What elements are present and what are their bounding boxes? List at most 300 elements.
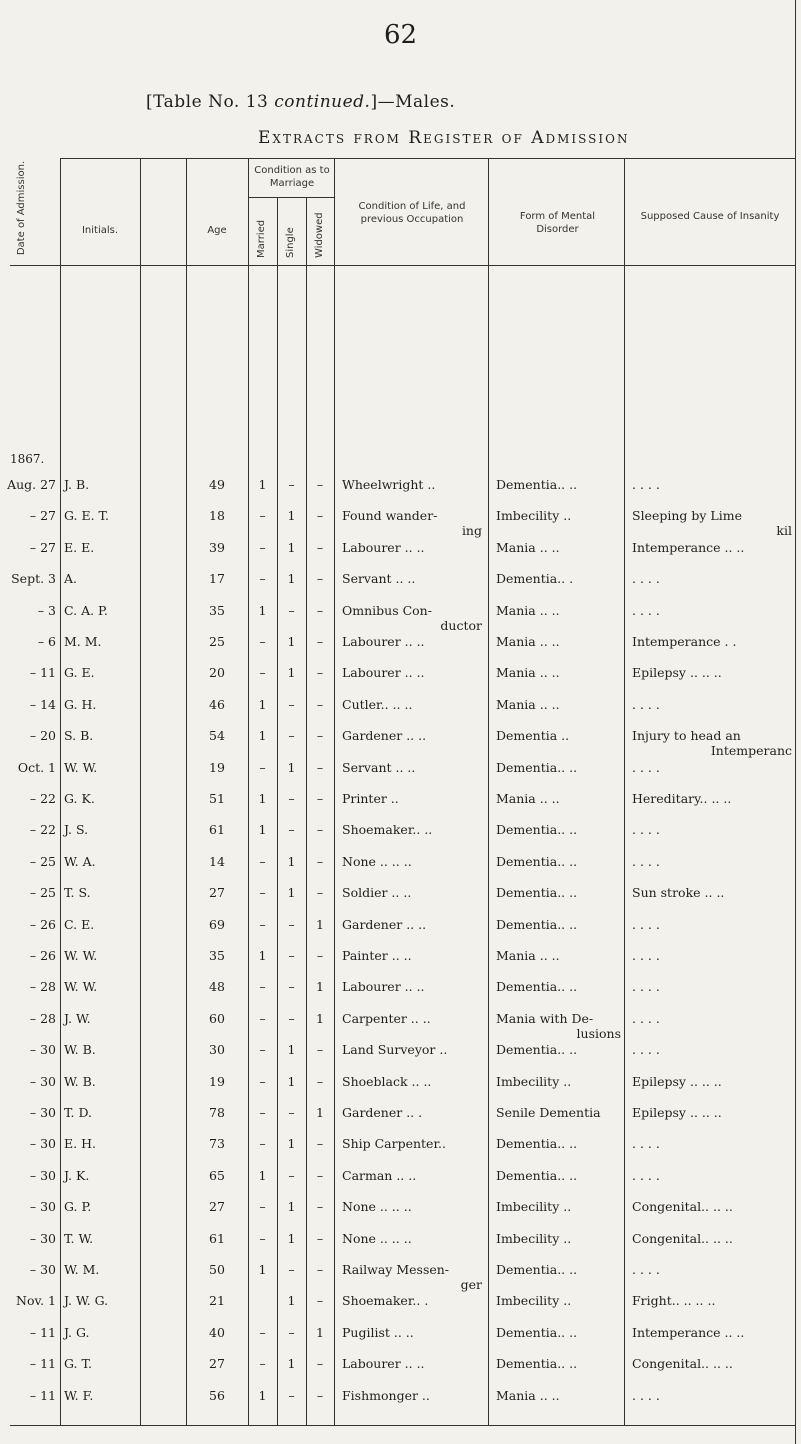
cell-initials: T. S. <box>64 885 91 901</box>
cell-married: – <box>259 508 266 524</box>
cell-initials: T. W. <box>64 1230 94 1246</box>
cell-cause: Congenital.. .. .. <box>632 1356 733 1372</box>
cell-disorder: Mania .. .. <box>496 665 560 681</box>
cell-cause: Epilepsy .. .. .. <box>632 1105 722 1120</box>
cell-disorder: Mania with De- <box>496 1010 594 1026</box>
cell-single: 1 <box>287 1073 296 1089</box>
cell-married: – <box>259 1324 266 1340</box>
cell-married: – <box>259 1356 266 1372</box>
cell-initials: T. D. <box>64 1105 92 1120</box>
cell-occupation: Labourer .. .. <box>342 634 425 649</box>
cell-date: – 22 <box>29 822 56 838</box>
cell-single: 1 <box>287 1199 296 1215</box>
cell-married: 1 <box>258 602 267 618</box>
cell-cause: Congenital.. .. .. <box>632 1230 733 1246</box>
cell-cause: . . . . <box>632 1136 660 1152</box>
cell-age: 14 <box>209 853 225 869</box>
cell-married: – <box>259 665 266 681</box>
cell-married: – <box>259 1010 266 1026</box>
cell-disorder: Mania .. .. <box>496 948 560 963</box>
cell-single: – <box>288 728 295 744</box>
cell-cause: . . . . <box>632 1042 660 1058</box>
cell-initials: J. W. <box>64 1010 91 1026</box>
cell-widowed: – <box>316 1262 324 1277</box>
cell-single: 1 <box>287 1356 296 1372</box>
cell-disorder: Imbecility .. <box>496 508 572 524</box>
cell-date: – 6 <box>37 634 56 649</box>
cell-age: 69 <box>209 916 225 932</box>
cell-initials: J. G. <box>64 1324 90 1340</box>
header-form-disorder: Form of Mental Disorder <box>519 211 596 235</box>
cell-cause: Hereditary.. .. .. <box>632 791 732 806</box>
cell-initials: J. S. <box>64 822 89 838</box>
cell-cause: Epilepsy .. .. .. <box>632 1073 722 1089</box>
cell-widowed: – <box>316 1199 324 1215</box>
cell-single: 1 <box>287 1042 296 1058</box>
cell-occupation: Carpenter .. .. <box>342 1010 431 1026</box>
cell-disorder: Mania .. .. <box>496 634 560 649</box>
cell-occupation: Soldier .. .. <box>342 885 412 901</box>
cell-single: 1 <box>287 634 296 649</box>
header-widowed: Widowed <box>314 212 325 258</box>
cell-initials: J. W. G. <box>64 1293 109 1309</box>
cell-married: – <box>259 1073 266 1089</box>
cell-age: 35 <box>209 602 225 618</box>
cell-disorder: Imbecility .. <box>496 1199 572 1215</box>
cell-initials: M. M. <box>64 634 102 649</box>
cell-widowed: – <box>316 696 324 712</box>
cell-single: – <box>288 1324 295 1340</box>
cell-married: – <box>259 916 266 932</box>
cell-married: – <box>259 1136 266 1152</box>
cell-single: – <box>288 1167 295 1183</box>
cell-disorder: Dementia.. .. <box>496 1136 578 1152</box>
title-italic: continued. <box>274 92 371 112</box>
cell-cause: . . . . <box>632 477 660 492</box>
cell-age: 46 <box>209 696 225 712</box>
cell-date: – 11 <box>29 1324 56 1340</box>
cell-single: – <box>288 696 295 712</box>
cell-widowed: 1 <box>316 1324 324 1340</box>
cell-widowed: – <box>316 571 324 587</box>
cell-single: 1 <box>287 853 296 869</box>
cell-date: – 25 <box>29 885 56 901</box>
cell-married: – <box>259 634 266 649</box>
cell-single: 1 <box>287 1230 296 1246</box>
cell-age: 25 <box>209 634 225 649</box>
cell-initials: W. B. <box>64 1073 96 1089</box>
cell-date: – 26 <box>29 916 56 932</box>
cell-cause: . . . . <box>632 916 660 932</box>
cell-single: – <box>288 979 295 995</box>
cell-occupation: Omnibus Con- <box>342 602 432 618</box>
cell-age: 20 <box>209 665 225 681</box>
cell-cause: Intemperance .. .. <box>632 539 745 555</box>
cell-widowed: 1 <box>316 916 324 932</box>
cell-occupation: Carman .. .. <box>342 1167 417 1183</box>
cell-widowed: 1 <box>316 1010 324 1026</box>
cell-initials: G. E. <box>64 665 95 681</box>
cell-disorder: Dementia.. . <box>496 571 574 587</box>
cell-age: 78 <box>209 1105 225 1120</box>
cell-occupation: Printer .. <box>342 791 399 806</box>
cell-cause: Intemperance . . <box>632 634 737 649</box>
cell-married: – <box>259 539 266 555</box>
cell-married: – <box>259 1042 266 1058</box>
cell-occupation: Gardener .. .. <box>342 728 427 744</box>
header-date: Date of Admission. <box>16 160 27 256</box>
marriage-sub-rule <box>248 197 334 198</box>
cell-single: – <box>288 477 295 492</box>
cell-widowed: 1 <box>316 979 324 995</box>
cell-age: 27 <box>209 1356 225 1372</box>
cell-age: 19 <box>209 1073 225 1089</box>
cell-date: – 11 <box>29 1387 56 1403</box>
cell-initials: A. <box>64 571 78 587</box>
cell-married: 1 <box>258 822 267 838</box>
cell-age: 40 <box>209 1324 225 1340</box>
cell-occupation: None .. .. .. <box>342 853 412 869</box>
cell-occupation: None .. .. .. <box>342 1199 412 1215</box>
cell-disorder: Dementia.. .. <box>496 477 578 492</box>
cell-disorder: Dementia.. .. <box>496 759 578 775</box>
cell-date: – 30 <box>29 1136 56 1152</box>
cell-widowed: – <box>316 1293 324 1309</box>
cell-initials: G. E. T. <box>64 508 110 524</box>
cell-married: 1 <box>258 1167 267 1183</box>
cell-cause: . . . . <box>632 602 660 618</box>
cell-occupation-continued: ger <box>460 1277 482 1292</box>
cell-occupation: Ship Carpenter.. <box>342 1136 446 1152</box>
cell-occupation: Railway Messen- <box>342 1262 450 1277</box>
cell-date: Aug. 27 <box>7 477 56 492</box>
cell-initials: J. K. <box>64 1167 90 1183</box>
cell-cause: . . . . <box>632 1262 660 1277</box>
cell-age: 54 <box>209 728 225 744</box>
cell-disorder: Dementia.. .. <box>496 1324 578 1340</box>
cell-occupation: Shoemaker.. .. <box>342 822 433 838</box>
cell-disorder: Dementia.. .. <box>496 822 578 838</box>
cell-age: 39 <box>209 539 225 555</box>
col-rule <box>795 0 796 1444</box>
cell-single: – <box>288 602 295 618</box>
cell-disorder: Mania .. .. <box>496 539 560 555</box>
cell-occupation: Labourer .. .. <box>342 665 425 681</box>
cell-date: – 30 <box>29 1230 56 1246</box>
cell-initials: W. F. <box>64 1387 94 1403</box>
cell-single: 1 <box>287 508 296 524</box>
cell-age: 21 <box>209 1293 225 1309</box>
cell-occupation: Pugilist .. .. <box>342 1324 414 1340</box>
header-single: Single <box>285 227 296 258</box>
cell-occupation-continued: ing <box>461 523 482 539</box>
header-condition-marriage: Condition as to Marriage <box>254 165 330 189</box>
col-rule <box>488 158 489 1425</box>
cell-initials: E. H. <box>64 1136 96 1152</box>
cell-widowed: – <box>316 822 324 838</box>
cell-initials: S. B. <box>64 728 94 744</box>
cell-disorder: Mania .. .. <box>496 1387 560 1403</box>
cell-age: 50 <box>209 1262 225 1277</box>
cell-initials: E. E. <box>64 539 95 555</box>
cell-date: – 11 <box>29 1356 56 1372</box>
cell-date: – 27 <box>29 539 56 555</box>
cell-married: – <box>259 885 266 901</box>
cell-date: Sept. 3 <box>11 571 56 587</box>
cell-cause: Sleeping by Lime <box>632 508 742 524</box>
year-label: 1867. <box>10 452 45 466</box>
cell-widowed: – <box>316 728 324 744</box>
cell-occupation: Shoemaker.. . <box>342 1293 429 1309</box>
cell-disorder: Dementia.. .. <box>496 853 578 869</box>
cell-disorder: Dementia.. .. <box>496 1042 578 1058</box>
header-top-rule <box>60 158 795 159</box>
cell-date: – 26 <box>29 948 56 963</box>
cell-occupation: Servant .. .. <box>342 759 416 775</box>
title-suffix: ]—Males. <box>370 92 456 112</box>
cell-cause: . . . . <box>632 948 660 963</box>
cell-date: – 30 <box>29 1199 56 1215</box>
cell-occupation: Servant .. .. <box>342 571 416 587</box>
cell-widowed: – <box>316 1073 324 1089</box>
cell-date: – 30 <box>29 1167 56 1183</box>
cell-single: 1 <box>287 665 296 681</box>
cell-age: 60 <box>209 1010 225 1026</box>
cell-widowed: – <box>316 665 324 681</box>
header-cause: Supposed Cause of Insanity <box>640 211 780 222</box>
cell-date: – 20 <box>29 728 56 744</box>
cell-occupation: Painter .. .. <box>342 948 412 963</box>
cell-widowed: – <box>316 948 324 963</box>
cell-occupation: Fishmonger .. <box>342 1387 430 1403</box>
cell-occupation: Labourer .. .. <box>342 1356 425 1372</box>
cell-disorder: Dementia .. <box>496 728 570 744</box>
cell-widowed: – <box>316 1356 324 1372</box>
cell-initials: W. M. <box>64 1262 100 1277</box>
page-number: 62 <box>383 20 418 50</box>
cell-occupation: Wheelwright .. <box>342 477 436 492</box>
cell-initials: W. W. <box>64 759 98 775</box>
header-married: Married <box>256 219 267 258</box>
cell-cause: Congenital.. .. .. <box>632 1199 733 1215</box>
cell-married: 1 <box>258 477 267 492</box>
cell-occupation: Labourer .. .. <box>342 979 425 995</box>
cell-initials: G. T. <box>64 1356 92 1372</box>
cell-occupation: Labourer .. .. <box>342 539 425 555</box>
cell-married: – <box>259 853 266 869</box>
cell-age: 19 <box>209 759 225 775</box>
cell-occupation: Shoeblack .. .. <box>342 1073 432 1089</box>
cell-widowed: – <box>316 853 324 869</box>
cell-occupation: Found wander- <box>342 508 438 524</box>
cell-married: – <box>259 979 266 995</box>
cell-cause: Intemperance .. .. <box>632 1324 745 1340</box>
header-age: Age <box>207 225 227 236</box>
cell-cause: . . . . <box>632 1167 660 1183</box>
cell-age: 30 <box>209 1042 225 1058</box>
cell-date: – 27 <box>29 508 56 524</box>
cell-married: 1 <box>258 1387 267 1403</box>
cell-married: – <box>259 759 266 775</box>
cell-disorder: Dementia.. .. <box>496 1356 578 1372</box>
cell-age: 48 <box>209 979 225 995</box>
cell-cause: . . . . <box>632 696 660 712</box>
cell-cause: Fright.. .. .. .. <box>632 1293 716 1309</box>
cell-widowed: – <box>316 1387 324 1403</box>
cell-widowed: – <box>316 759 324 775</box>
cell-age: 73 <box>209 1136 225 1152</box>
cell-widowed: – <box>316 539 324 555</box>
cell-single: – <box>288 791 295 806</box>
cell-married: – <box>259 571 266 587</box>
cell-single: 1 <box>287 885 296 901</box>
cell-initials: J. B. <box>64 477 90 492</box>
cell-initials: C. A. P. <box>64 602 108 618</box>
cell-cause: . . . . <box>632 1010 660 1026</box>
cell-widowed: – <box>316 602 324 618</box>
cell-widowed: – <box>316 1167 324 1183</box>
cell-age: 27 <box>209 1199 225 1215</box>
cell-date: – 30 <box>29 1262 56 1277</box>
table-subtitle: Extracts from Register of Admission <box>258 128 630 148</box>
cell-single: – <box>288 822 295 838</box>
cell-initials: G. H. <box>64 696 97 712</box>
cell-single: – <box>288 948 295 963</box>
col-rule <box>334 158 335 1425</box>
cell-age: 56 <box>209 1387 225 1403</box>
cell-age: 51 <box>209 791 225 806</box>
cell-age: 49 <box>209 477 225 492</box>
cell-occupation: Cutler.. .. .. <box>342 696 413 712</box>
cell-date: – 22 <box>29 791 56 806</box>
cell-single: 1 <box>287 1136 296 1152</box>
cell-date: – 3 <box>37 602 56 618</box>
cell-cause: Injury to head an <box>632 728 741 744</box>
cell-age: 17 <box>209 571 225 587</box>
cell-disorder: Dementia.. .. <box>496 885 578 901</box>
cell-disorder: Imbecility .. <box>496 1293 572 1309</box>
cell-date: – 30 <box>29 1105 56 1120</box>
cell-single: 1 <box>287 759 296 775</box>
cell-widowed: – <box>316 1230 324 1246</box>
cell-widowed: – <box>316 1136 324 1152</box>
cell-occupation-continued: ductor <box>440 617 482 633</box>
col-rule <box>60 158 61 1425</box>
cell-cause: . . . . <box>632 571 660 587</box>
cell-married: 1 <box>258 791 267 806</box>
cell-single: 1 <box>287 1293 296 1309</box>
table-bottom-rule <box>10 1425 795 1426</box>
cell-widowed: – <box>316 1042 324 1058</box>
cell-occupation: Land Surveyor .. <box>342 1042 448 1058</box>
cell-date: – 28 <box>29 1010 56 1026</box>
cell-date: – 28 <box>29 979 56 995</box>
col-rule <box>624 158 625 1425</box>
cell-date: – 14 <box>29 696 56 712</box>
cell-married: – <box>259 1199 266 1215</box>
cell-married: 1 <box>258 696 267 712</box>
cell-married: 1 <box>258 1262 267 1277</box>
cell-married: 1 <box>258 948 267 963</box>
cell-disorder: Dementia.. .. <box>496 1262 578 1277</box>
cell-disorder: Imbecility .. <box>496 1230 572 1246</box>
cell-disorder: Imbecility .. <box>496 1073 572 1089</box>
cell-date: – 11 <box>29 665 56 681</box>
cell-married: – <box>259 1105 266 1120</box>
cell-occupation: Gardener .. .. <box>342 916 427 932</box>
cell-cause: . . . . <box>632 759 660 775</box>
cell-occupation: Gardener .. . <box>342 1105 423 1120</box>
cell-disorder: Mania .. .. <box>496 791 560 806</box>
cell-cause: . . . . <box>632 822 660 838</box>
cell-single: – <box>288 916 295 932</box>
cell-date: – 30 <box>29 1042 56 1058</box>
header-condition-life: Condition of Life, and previous Occupation <box>358 201 466 225</box>
cell-single: – <box>288 1010 295 1026</box>
cell-initials: G. P. <box>64 1199 92 1215</box>
cell-initials: G. K. <box>64 791 95 806</box>
cell-disorder-continued: lusions <box>576 1025 621 1041</box>
cell-disorder: Dementia.. .. <box>496 1167 578 1183</box>
cell-date: – 25 <box>29 853 56 869</box>
cell-age: 65 <box>209 1167 225 1183</box>
cell-single: 1 <box>287 539 296 555</box>
cell-occupation: None .. .. .. <box>342 1230 412 1246</box>
cell-single: – <box>288 1105 295 1120</box>
cell-widowed: – <box>316 791 324 806</box>
cell-age: 18 <box>209 508 225 524</box>
title-prefix: [Table No. 13 <box>146 92 275 112</box>
cell-widowed: – <box>316 508 324 524</box>
cell-married: – <box>259 1230 266 1246</box>
cell-married: 1 <box>258 728 267 744</box>
cell-single: – <box>288 1387 295 1403</box>
cell-date: Nov. 1 <box>16 1293 56 1309</box>
cell-disorder: Dementia.. .. <box>496 916 578 932</box>
cell-cause: . . . . <box>632 1387 660 1403</box>
col-rule <box>140 158 141 1425</box>
cell-age: 27 <box>209 885 225 901</box>
cell-widowed: – <box>316 634 324 649</box>
cell-date: – 30 <box>29 1073 56 1089</box>
cell-disorder: Dementia.. .. <box>496 979 578 995</box>
cell-disorder: Mania .. .. <box>496 696 560 712</box>
cell-disorder: Mania .. .. <box>496 602 560 618</box>
cell-single: 1 <box>287 571 296 587</box>
cell-widowed: – <box>316 885 324 901</box>
cell-widowed: 1 <box>316 1105 324 1120</box>
cell-initials: C. E. <box>64 916 95 932</box>
cell-cause: . . . . <box>632 979 660 995</box>
cell-cause: Epilepsy .. .. .. <box>632 665 722 681</box>
cell-cause: . . . . <box>632 853 660 869</box>
header-initials: Initials. <box>81 225 119 236</box>
header-bottom-rule <box>10 265 795 266</box>
cell-initials: W. W. <box>64 948 98 963</box>
cell-initials: W. W. <box>64 979 98 995</box>
cell-age: 61 <box>209 1230 225 1246</box>
cell-initials: W. B. <box>64 1042 96 1058</box>
cell-age: 61 <box>209 822 225 838</box>
cell-disorder: Senile Dementia <box>496 1105 601 1120</box>
cell-single: – <box>288 1262 295 1277</box>
cell-date: Oct. 1 <box>17 759 56 775</box>
cell-cause: Sun stroke .. .. <box>632 885 725 901</box>
cell-widowed: – <box>316 477 324 492</box>
cell-age: 35 <box>209 948 225 963</box>
cell-initials: W. A. <box>64 853 96 869</box>
cell-cause-continued: kil <box>776 523 792 539</box>
